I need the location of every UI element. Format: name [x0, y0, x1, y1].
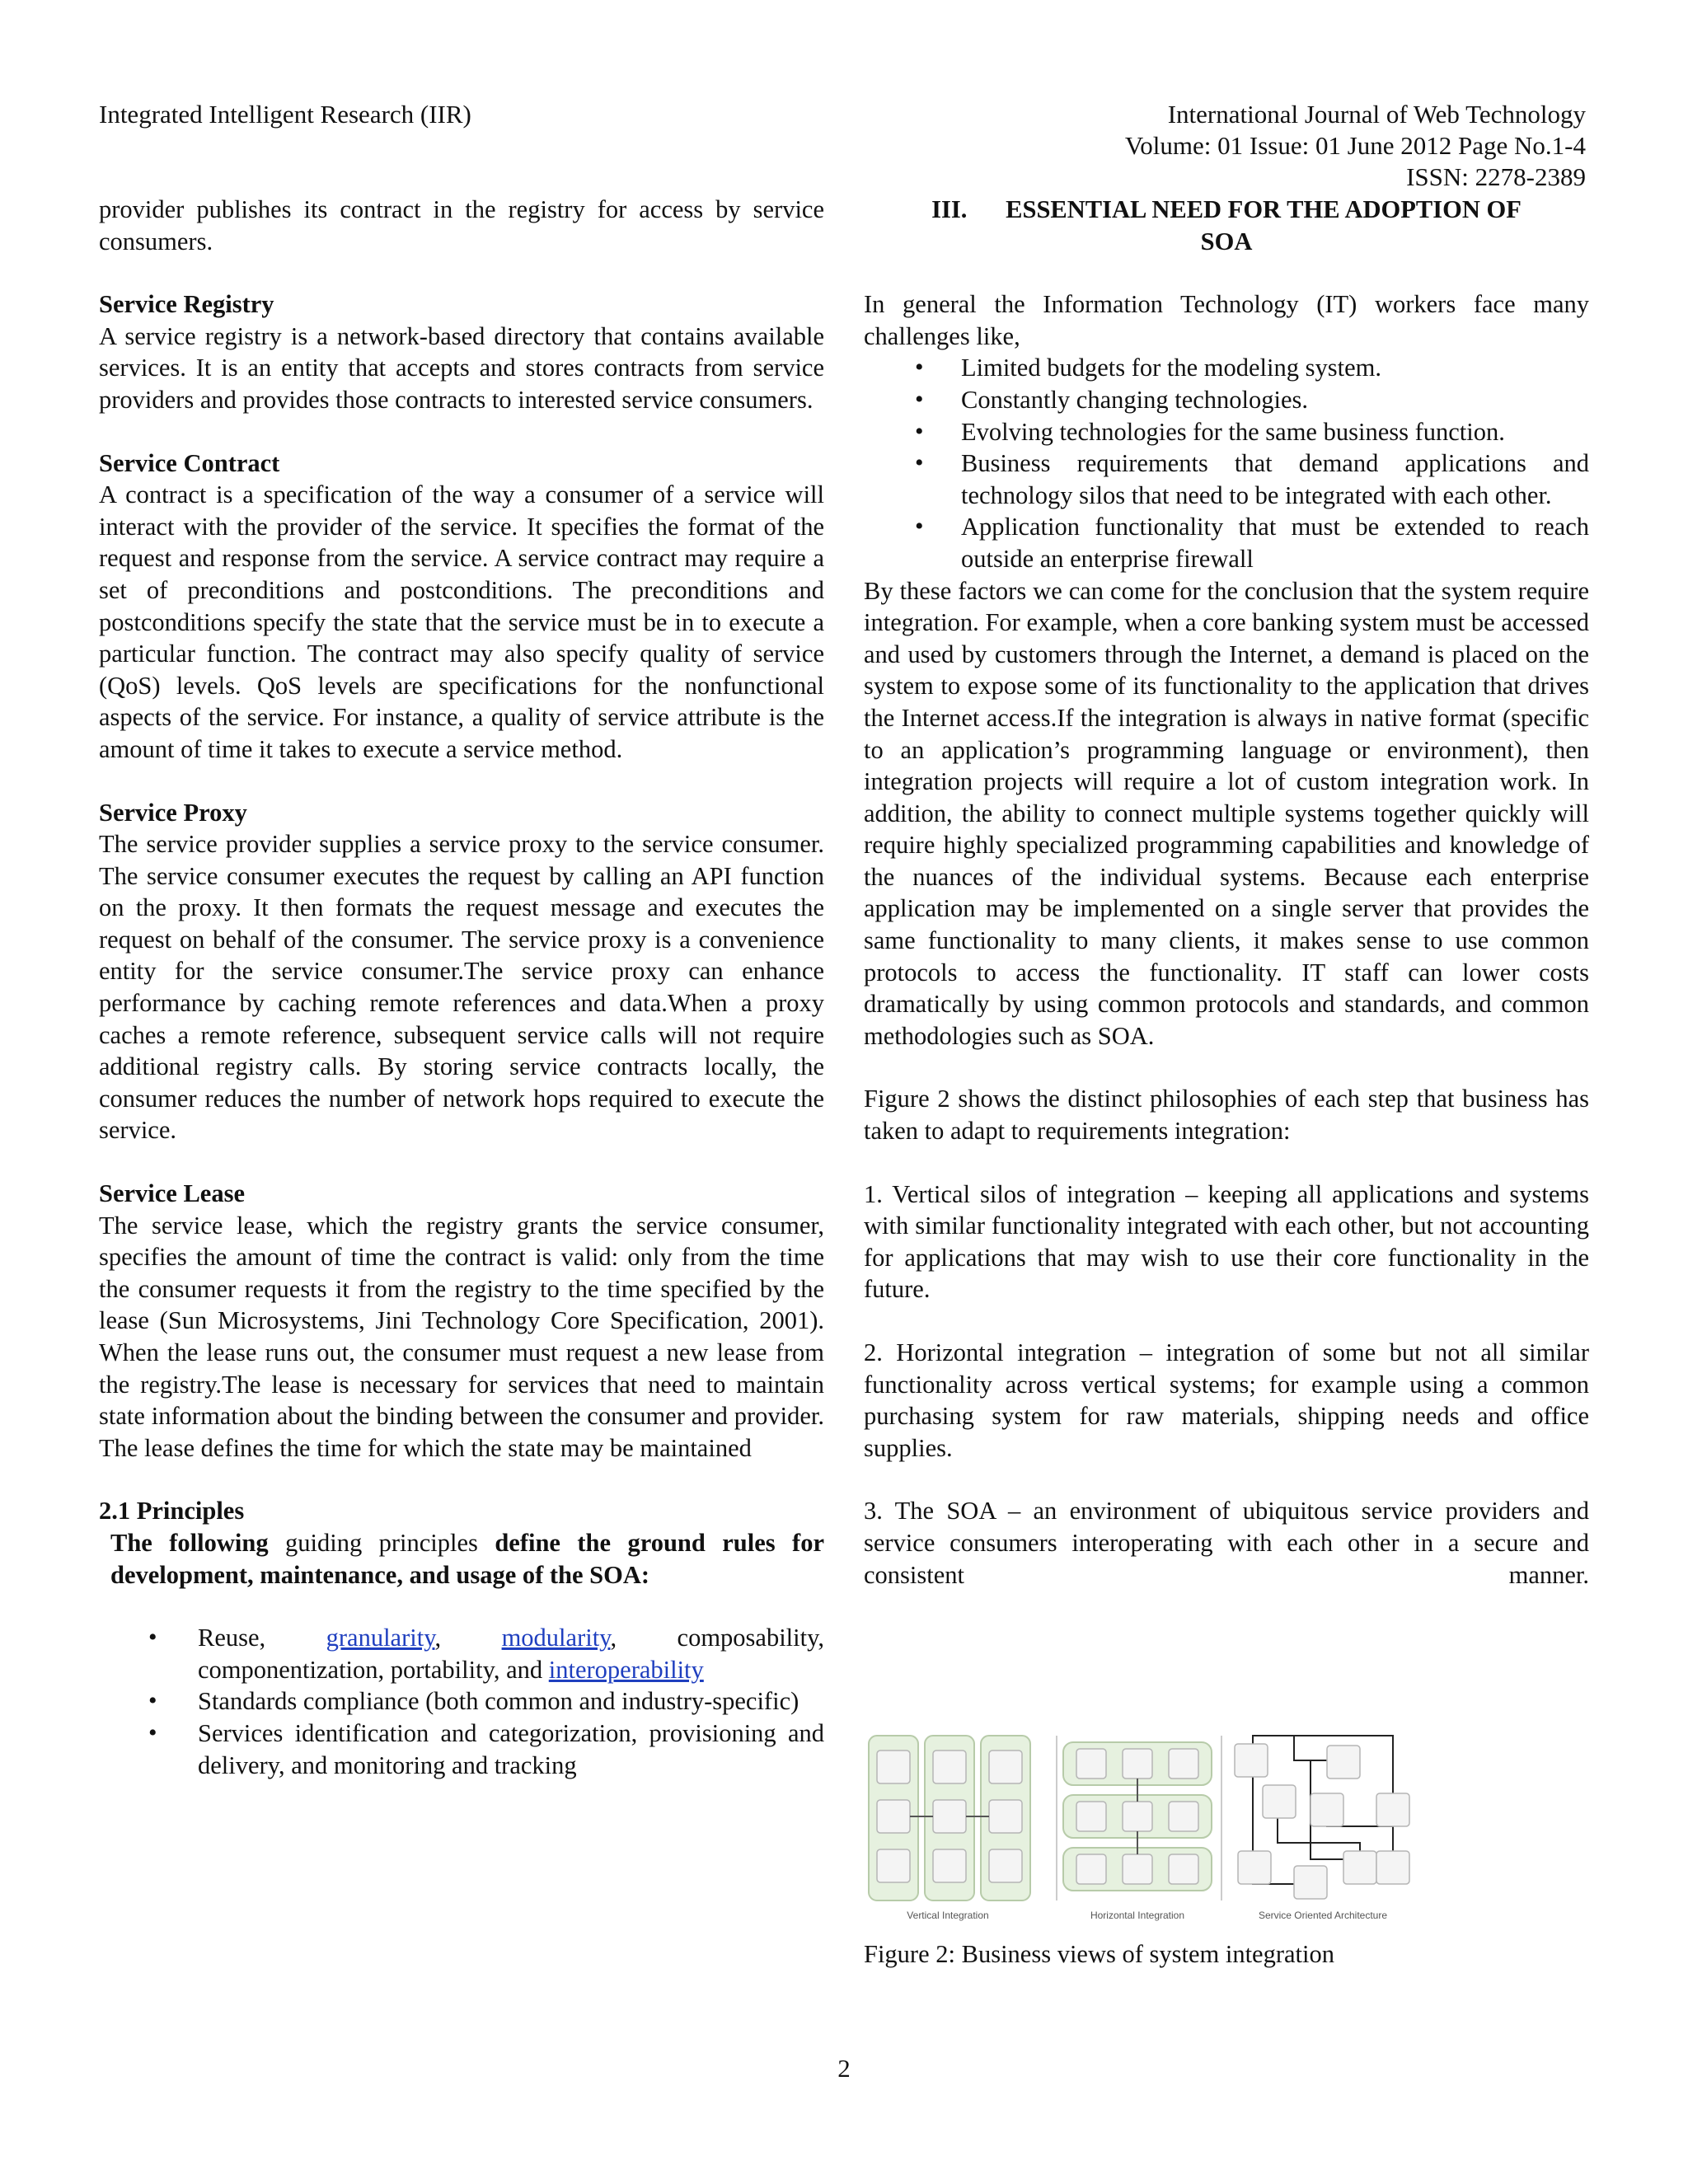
principle-item: • Standards compliance (both common and industry-specific): [99, 1685, 824, 1718]
integration-paragraph: By these factors we can come for the conclusion that the system require integration. For example, when a core banking system must be accessed and used by customers through the Internet, a demand is placed on the system to expose some of its functionality to the application that drives the Internet access.If the integration is always in native format (specific to an application’s programming language or environment), then integration projects will require a lot of custom integration work. In addition, the ability to connect multiple systems together quickly will require highly specialized programming capabilities and knowledge of the nuances of the individual systems. Because each enterprise application may be implemented on a single server that provides the same functionality to many clients, it makes sense to use common protocols to access the functionality. IT staff can lower costs dramatically by using common protocols and standards, and common methodologies such as SOA.: [864, 576, 1589, 1050]
figure-intro-paragraph: Figure 2 shows the distinct philosophies of each step that business has taken to adapt to requirements integration:: [864, 1085, 1589, 1146]
principle-item: [99, 1622, 824, 1685]
principles-bold-2: define the ground rules for development, maintenance, and usage of the SOA:: [110, 1528, 824, 1589]
challenge-item: • Business requirements that demand applications and technology silos that need to be integrated with each other.: [864, 448, 1589, 511]
challenge-item: • Constantly changing technologies.: [864, 384, 1589, 416]
principle-text: Reuse,: [198, 1624, 326, 1652]
challenge-item: • Evolving technologies for the same business function.: [864, 416, 1589, 448]
right-column: [864, 194, 1589, 1591]
vertical-integration-panel: [869, 1736, 1030, 1900]
section-heading: [864, 194, 1589, 257]
challenge-item: • Application functionality that must be extended to reach outside an enterprise firewall: [864, 511, 1589, 574]
principle-text: , composability, componentization, portability, and: [198, 1624, 824, 1684]
section-title-line-2: SOA: [1200, 227, 1253, 255]
journal-issn: ISSN: 2278-2389: [1406, 162, 1586, 191]
journal-name: International Journal of Web Technology: [1167, 100, 1586, 129]
challenges-intro: In general the Information Technology (IT) workers face many challenges like,: [864, 290, 1589, 350]
service-lease-text: The service lease, which the registry grants the service consumer, specifies the amount of time the contract is valid: only from the time the consumer requests it from the registry to the time specified by the lease (Sun Microsystems, Jini Technology Core Specification, 2001). When the lease runs out, the consumer must request a new lease from the registry.The lease is necessary for services that need to maintain state information about the binding between the consumer and provider. The lease defines the time for which the state may be maintained: [99, 1211, 824, 1462]
challenges-list: [864, 352, 1589, 574]
horizontal-integration-item: 2. Horizontal integration – integration of some but not all similar functionality across vertical systems; for example using a common purchasing system for raw materials, shipping needs and office supplies.: [864, 1338, 1589, 1462]
figure-caption: Figure 2: Business views of system integration: [864, 1940, 1334, 1968]
vertical-silos-item: 1. Vertical silos of integration – keeping all applications and systems with similar functionality integrated with each other, but not accounting for applications that may wish to use their core functionality in the future.: [864, 1179, 1589, 1304]
section-number: III.: [931, 195, 968, 223]
soa-panel: [1235, 1736, 1409, 1899]
principle-separator: ,: [434, 1624, 502, 1652]
service-proxy-heading: Service Proxy: [99, 798, 247, 827]
principles-normal: guiding principles: [268, 1528, 495, 1557]
principles-list: [99, 1622, 824, 1781]
principles-heading: 2.1 Principles: [99, 1497, 245, 1526]
figure-2-diagram: [865, 1727, 1418, 1925]
intro-paragraph: provider publishes its contract in the registry for access by service consumers.: [99, 195, 824, 255]
horizontal-integration-panel: [1057, 1736, 1221, 1900]
figure-label-vertical: Vertical Integration: [907, 1910, 989, 1921]
service-contract-text: A contract is a specification of the way a consumer of a service will interact with the provider of the service. It specifies the format of the request and response from the service. A service contract may require a set of preconditions and postconditions. The preconditions and postconditions specify the state that the service must be in to execute a particular function. The contract may also specify quality of service (QoS) levels. QoS levels are specifications for the nonfunctional aspects of the service. For instance, a quality of service attribute is the amount of time it takes to execute a service method.: [99, 480, 824, 763]
interoperability-link[interactable]: interoperability: [548, 1655, 704, 1684]
journal-volume: Volume: 01 Issue: 01 June 2012 Page No.1-4: [1124, 131, 1586, 160]
service-lease-heading: Service Lease: [99, 1179, 245, 1208]
principle-item: • Services identification and categorization, provisioning and delivery, and monitoring and tracking: [99, 1718, 824, 1781]
section-title-line-1: ESSENTIAL NEED FOR THE ADOPTION OF: [1006, 195, 1522, 223]
principles-intro: [99, 1527, 824, 1591]
service-proxy-text: The service provider supplies a service proxy to the service consumer. The service consumer executes the request by calling an API function on the proxy. It then formats the request message and executes the request on behalf of the consumer. The service proxy is a convenience entity for the service consumer.The service proxy can enhance performance by caching remote references and data.When a proxy caches a remote reference, subsequent service calls will not require additional registry calls. By storing service contracts locally, the consumer reduces the number of network hops required to execute the service.: [99, 830, 824, 1145]
challenge-item: • Limited budgets for the modeling system.: [864, 352, 1589, 384]
principles-bold-1: The following: [110, 1528, 269, 1557]
running-header-left: Integrated Intelligent Research (IIR): [99, 100, 471, 129]
service-contract-heading: Service Contract: [99, 448, 280, 477]
soa-item: 3. The SOA – an environment of ubiquitous service providers and service consumers interoperating with each other in a secure and consistent manner.: [864, 1497, 1589, 1589]
service-registry-heading: Service Registry: [99, 290, 274, 319]
running-header-right: [824, 99, 1586, 193]
page-number: 2: [837, 2054, 851, 2083]
granularity-link[interactable]: granularity: [326, 1624, 435, 1652]
figure-label-horizontal: Horizontal Integration: [1090, 1910, 1185, 1921]
left-column: [99, 194, 824, 1781]
figure-label-soa: Service Oriented Architecture: [1258, 1910, 1388, 1921]
modularity-link[interactable]: modularity: [501, 1624, 611, 1652]
service-registry-text: A service registry is a network-based directory that contains available services. It is an entity that accepts and stores contracts from service providers and provides those contracts to interested service consumers.: [99, 321, 824, 414]
